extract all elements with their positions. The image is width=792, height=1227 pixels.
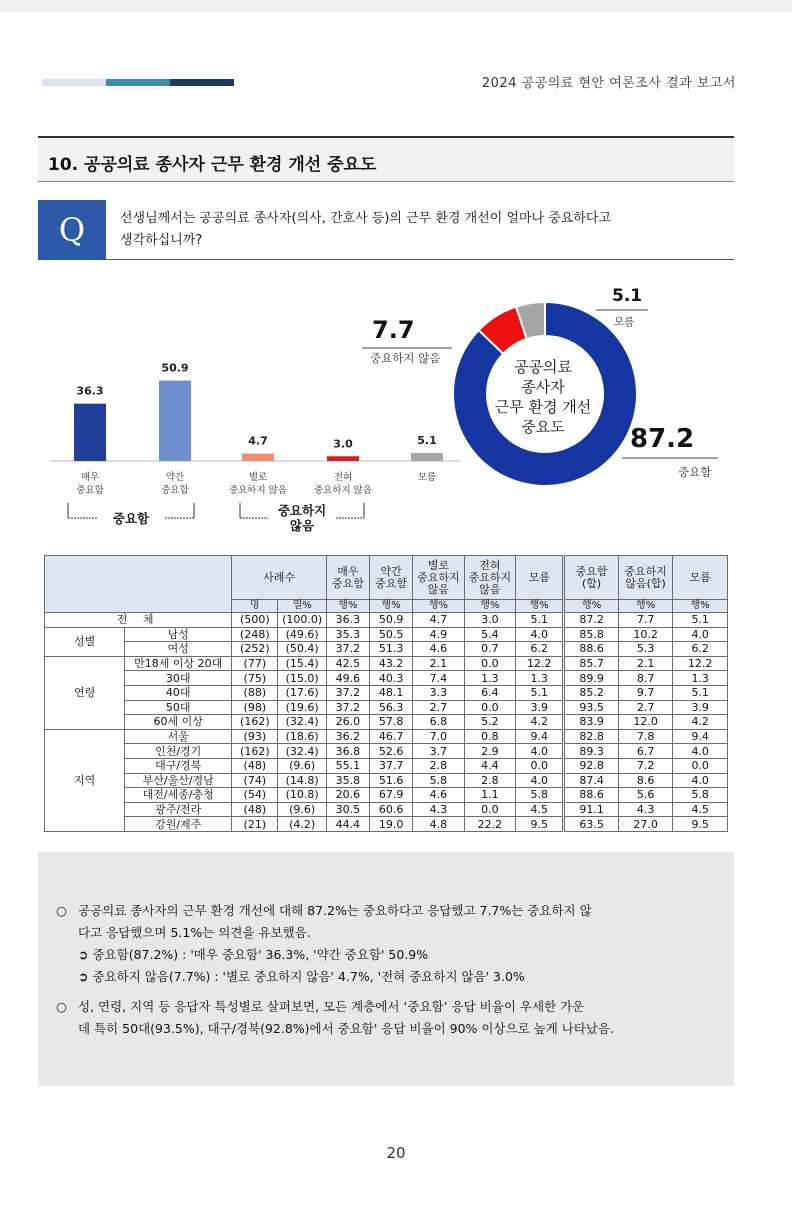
cell-value: 43.2 <box>370 656 413 671</box>
table-row <box>45 773 728 788</box>
header-decoration <box>42 79 234 86</box>
table-row <box>45 758 728 773</box>
cell-value: 5.6 <box>618 788 673 803</box>
cell-value: 12.2 <box>673 656 728 671</box>
cell-value: 1.3 <box>464 671 515 686</box>
bar-category-label-2: 중요하지 않음 <box>228 485 288 496</box>
bar-value-label-4: 5.1 <box>417 433 437 447</box>
cell-value: 4.5 <box>516 802 564 817</box>
page-number: 20 <box>386 1144 406 1162</box>
cell-value: 5.1 <box>516 685 564 700</box>
cell-value: 56.3 <box>370 700 413 715</box>
cell-n: (162) <box>232 715 278 730</box>
group-label-1: 중요하지 <box>277 503 327 518</box>
note-paragraph-2 <box>56 996 720 1040</box>
cell-n: (162) <box>232 744 278 759</box>
cell-value: 9.4 <box>516 729 564 744</box>
table-row <box>45 802 728 817</box>
unit-cell: 행% <box>618 600 673 613</box>
group-label: 지역 <box>45 729 125 831</box>
question-text <box>120 208 730 252</box>
cell-value: 3.9 <box>673 700 728 715</box>
cell-value: 4.0 <box>516 627 564 642</box>
cell-n: (48) <box>232 758 278 773</box>
cell-value: 36.8 <box>326 744 369 759</box>
donut-center-label: 근무 환경 개선 <box>494 398 592 416</box>
cell-value: 12.0 <box>618 715 673 730</box>
cell-value: 42.5 <box>326 656 369 671</box>
cell-value: 49.6 <box>326 671 369 686</box>
table-row <box>45 627 728 642</box>
cell-value: 8.6 <box>618 773 673 788</box>
cell-value: 35.8 <box>326 773 369 788</box>
note-2-line-2: 데 특히 50대(93.5%), 대구/경북(92.8%)에서 중요함' 응답 비율이 90% 이상으로 높게 나타났음. <box>78 1021 615 1036</box>
cell-value: 50.5 <box>370 627 413 642</box>
unit-cell: 명 <box>232 600 278 613</box>
row-label: 만18세 이상 20대 <box>125 656 232 671</box>
cell-value: 37.2 <box>326 700 369 715</box>
cell-value: 7.8 <box>618 729 673 744</box>
cell-value: 3.7 <box>413 744 464 759</box>
header-col-2: 별로 중요하지 않음 <box>413 556 464 600</box>
cell-value: 85.7 <box>564 656 619 671</box>
cell-value: 6.2 <box>673 642 728 657</box>
cell-value: 6.7 <box>618 744 673 759</box>
cell-value: 0.0 <box>673 758 728 773</box>
cell-value: 50.9 <box>370 613 413 628</box>
group-label: 성별 <box>45 627 125 656</box>
unit-cell: 행% <box>413 600 464 613</box>
cell-n: (75) <box>232 671 278 686</box>
cell-value: 63.5 <box>564 817 619 832</box>
cell-pct: (19.6) <box>278 700 326 715</box>
row-label: 60세 이상 <box>125 715 232 730</box>
unit-cell: 행% <box>370 600 413 613</box>
cell-pct: (32.4) <box>278 715 326 730</box>
cell-pct: (50.4) <box>278 642 326 657</box>
cell-value: 9.7 <box>618 685 673 700</box>
cell-pct: (4.2) <box>278 817 326 832</box>
cell-value: 6.4 <box>464 685 515 700</box>
cell-value: 3.0 <box>464 613 515 628</box>
cell-value: 0.0 <box>464 700 515 715</box>
table-row <box>45 788 728 803</box>
cell-value: 9.5 <box>516 817 564 832</box>
group-label: 연령 <box>45 656 125 729</box>
cell-n: (21) <box>232 817 278 832</box>
cell-n: (48) <box>232 802 278 817</box>
cell-value: 37.2 <box>326 642 369 657</box>
cell-value: 4.7 <box>413 613 464 628</box>
group-label-1: 않음 <box>289 518 315 533</box>
cell-n: (500) <box>232 613 278 628</box>
cell-pct: (17.6) <box>278 685 326 700</box>
cell-value: 1.3 <box>516 671 564 686</box>
cell-value: 87.2 <box>564 613 619 628</box>
note-2-line-1: 성, 연령, 지역 등 응답자 특성별로 살펴보면, 모든 계층에서 ‘중요함’ 응답 비율이 우세한 가운 <box>78 999 585 1014</box>
cell-value: 35.3 <box>326 627 369 642</box>
table-row <box>45 685 728 700</box>
cell-pct: (15.0) <box>278 671 326 686</box>
cell-value: 48.1 <box>370 685 413 700</box>
row-label: 대전/세종/충청 <box>125 788 232 803</box>
donut-slice-label-0: 중요함 <box>678 465 712 479</box>
bar-2 <box>242 454 274 461</box>
cell-pct: (100.0) <box>278 613 326 628</box>
arrow-icon: ➲ <box>78 947 89 962</box>
row-label: 남성 <box>125 627 232 642</box>
note-paragraph-1 <box>56 900 720 944</box>
row-label: 대구/경북 <box>125 758 232 773</box>
cell-value: 10.2 <box>618 627 673 642</box>
cell-value: 46.7 <box>370 729 413 744</box>
cell-value: 87.4 <box>564 773 619 788</box>
donut-center-label: 중요도 <box>521 418 565 436</box>
bar-3 <box>327 456 359 461</box>
cell-value: 37.7 <box>370 758 413 773</box>
cell-value: 30.5 <box>326 802 369 817</box>
row-label: 인천/경기 <box>125 744 232 759</box>
note-sub-1-text: 중요함(87.2%) : '매우 중요함' 36.3%, '약간 중요함' 50.9% <box>92 947 429 962</box>
cell-value: 4.6 <box>413 788 464 803</box>
bar-value-label-0: 36.3 <box>76 384 104 398</box>
cell-value: 0.0 <box>464 656 515 671</box>
unit-cell: 행% <box>326 600 369 613</box>
cell-value: 51.3 <box>370 642 413 657</box>
cell-value: 5.1 <box>516 613 564 628</box>
section-header <box>38 136 734 182</box>
table-row <box>45 700 728 715</box>
cell-pct: (32.4) <box>278 744 326 759</box>
cell-n: (93) <box>232 729 278 744</box>
cell-value: 51.6 <box>370 773 413 788</box>
bar-category-label-0: 중요함 <box>76 485 104 496</box>
cell-value: 26.0 <box>326 715 369 730</box>
cell-value: 36.2 <box>326 729 369 744</box>
cell-value: 5.8 <box>413 773 464 788</box>
chart-area <box>0 270 792 560</box>
cell-value: 2.1 <box>618 656 673 671</box>
note-sub-2 <box>78 966 525 988</box>
cell-value: 4.0 <box>673 773 728 788</box>
table-header-row <box>45 556 728 600</box>
cell-value: 3.3 <box>413 685 464 700</box>
table-row <box>45 817 728 832</box>
table-corner <box>45 556 232 613</box>
cell-value: 4.4 <box>464 758 515 773</box>
unit-cell: 행% <box>464 600 515 613</box>
bar-category-label-0: 매우 <box>80 472 100 483</box>
cell-pct: (15.4) <box>278 656 326 671</box>
arrow-icon: ➲ <box>78 969 89 984</box>
bar-value-label-3: 3.0 <box>333 437 353 451</box>
cell-value: 0.0 <box>464 802 515 817</box>
row-label: 서울 <box>125 729 232 744</box>
question-label: Q <box>38 200 106 260</box>
cell-value: 67.9 <box>370 788 413 803</box>
header-col-3: 전혀 중요하지 않음 <box>464 556 515 600</box>
question-box <box>38 200 734 260</box>
bar-category-label-4: 모름 <box>417 472 437 483</box>
table-row <box>45 642 728 657</box>
cell-value: 9.4 <box>673 729 728 744</box>
cell-value: 4.2 <box>673 715 728 730</box>
cell-value: 82.8 <box>564 729 619 744</box>
row-label: 부산/울산/경남 <box>125 773 232 788</box>
table-row <box>45 715 728 730</box>
cell-value: 60.6 <box>370 802 413 817</box>
cell-value: 4.3 <box>413 802 464 817</box>
cell-value: 7.4 <box>413 671 464 686</box>
row-label: 여성 <box>125 642 232 657</box>
cell-value: 37.2 <box>326 685 369 700</box>
cell-pct: (9.6) <box>278 802 326 817</box>
cell-value: 4.0 <box>516 773 564 788</box>
cell-value: 4.5 <box>673 802 728 817</box>
bar-0 <box>74 404 106 461</box>
cell-value: 44.4 <box>326 817 369 832</box>
table-row-total <box>45 613 728 628</box>
bar-category-label-1: 약간 <box>165 472 185 483</box>
header-col-6: 중요하지 않음(합) <box>618 556 673 600</box>
group-label-0: 중요함 <box>112 511 150 526</box>
section-title: 10. 공공의료 종사자 근무 환경 개선 중요도 <box>48 155 377 175</box>
bar-value-label-1: 50.9 <box>161 361 189 375</box>
cell-value: 7.0 <box>413 729 464 744</box>
header-col-1: 약간 중요함 <box>370 556 413 600</box>
cell-value: 91.1 <box>564 802 619 817</box>
cell-value: 4.6 <box>413 642 464 657</box>
cell-n: (77) <box>232 656 278 671</box>
unit-cell: 행% <box>516 600 564 613</box>
cell-value: 4.3 <box>618 802 673 817</box>
donut-value-label-0: 87.2 <box>630 424 695 454</box>
cell-value: 36.3 <box>326 613 369 628</box>
note-sub-1 <box>78 944 428 966</box>
cell-value: 5.2 <box>464 715 515 730</box>
cell-value: 88.6 <box>564 642 619 657</box>
note-sub-2-text: 중요하지 않음(7.7%) : '별로 중요하지 않음' 4.7%, '전혀 중요하지 않음' 3.0% <box>92 969 525 984</box>
summary-table <box>44 555 728 832</box>
donut-slice-label-2: 모름 <box>614 316 635 328</box>
row-label: 30대 <box>125 671 232 686</box>
cell-value: 27.0 <box>618 817 673 832</box>
donut-slice-label-1: 중요하지 않음 <box>370 351 441 365</box>
cell-value: 89.3 <box>564 744 619 759</box>
cell-n: (248) <box>232 627 278 642</box>
table-row <box>45 729 728 744</box>
cell-value: 89.9 <box>564 671 619 686</box>
notes-box <box>38 852 734 1086</box>
cell-pct: (10.8) <box>278 788 326 803</box>
cell-value: 12.2 <box>516 656 564 671</box>
table-row <box>45 656 728 671</box>
cell-n: (252) <box>232 642 278 657</box>
cell-value: 4.9 <box>413 627 464 642</box>
header-sample: 사례수 <box>232 556 327 600</box>
cell-value: 40.3 <box>370 671 413 686</box>
unit-cell: 열% <box>278 600 326 613</box>
cell-pct: (14.8) <box>278 773 326 788</box>
cell-value: 4.0 <box>673 744 728 759</box>
header-col-5: 중요함 (합) <box>564 556 619 600</box>
cell-value: 1.3 <box>673 671 728 686</box>
table-row <box>45 671 728 686</box>
cell-value: 20.6 <box>326 788 369 803</box>
bar-value-label-2: 4.7 <box>248 434 268 448</box>
donut-center-label: 종사자 <box>521 378 565 396</box>
cell-value: 5.4 <box>464 627 515 642</box>
cell-value: 22.2 <box>464 817 515 832</box>
cell-value: 5.1 <box>673 685 728 700</box>
cell-value: 2.9 <box>464 744 515 759</box>
cell-value: 88.6 <box>564 788 619 803</box>
cell-value: 0.7 <box>464 642 515 657</box>
top-strip <box>0 0 792 12</box>
cell-value: 7.2 <box>618 758 673 773</box>
bar-4 <box>411 453 443 461</box>
cell-n: (98) <box>232 700 278 715</box>
cell-value: 4.0 <box>516 744 564 759</box>
cell-value: 2.1 <box>413 656 464 671</box>
cell-value: 4.2 <box>516 715 564 730</box>
cell-value: 2.7 <box>618 700 673 715</box>
cell-n: (88) <box>232 685 278 700</box>
cell-value: 19.0 <box>370 817 413 832</box>
row-label: 광주/전라 <box>125 802 232 817</box>
cell-value: 55.1 <box>326 758 369 773</box>
report-title: 2024 공공의료 현안 여론조사 결과 보고서 <box>481 76 736 91</box>
cell-value: 2.8 <box>464 773 515 788</box>
cell-value: 4.8 <box>413 817 464 832</box>
cell-value: 5.8 <box>673 788 728 803</box>
cell-value: 52.6 <box>370 744 413 759</box>
cell-value: 5.8 <box>516 788 564 803</box>
bullet-icon: ○ <box>56 999 67 1014</box>
header-col-4: 모름 <box>516 556 564 600</box>
cell-pct: (9.6) <box>278 758 326 773</box>
cell-value: 93.5 <box>564 700 619 715</box>
cell-value: 83.9 <box>564 715 619 730</box>
cell-pct: (18.6) <box>278 729 326 744</box>
cell-value: 9.5 <box>673 817 728 832</box>
cell-value: 1.1 <box>464 788 515 803</box>
cell-value: 0.8 <box>464 729 515 744</box>
cell-value: 2.7 <box>413 700 464 715</box>
cell-n: (74) <box>232 773 278 788</box>
header-col-0: 매우 중요함 <box>326 556 369 600</box>
cell-n: (54) <box>232 788 278 803</box>
unit-cell: 행% <box>564 600 619 613</box>
row-label: 강원/제주 <box>125 817 232 832</box>
unit-cell: 행% <box>673 600 728 613</box>
bar-category-label-2: 별로 <box>248 472 268 483</box>
question-line-1: 선생님께서는 공공의료 종사자(의사, 간호사 등)의 근무 환경 개선이 얼마나 중요하다고 <box>120 211 611 226</box>
cell-value: 0.0 <box>516 758 564 773</box>
row-label: 40대 <box>125 685 232 700</box>
cell-value: 6.2 <box>516 642 564 657</box>
note-1-line-1: 공공의료 종사자의 근무 환경 개선에 대해 87.2%는 중요하다고 응답했고 7.7%는 중요하지 않 <box>78 903 592 918</box>
cell-value: 6.8 <box>413 715 464 730</box>
cell-value: 4.0 <box>673 627 728 642</box>
donut-value-label-2: 5.1 <box>612 286 643 306</box>
bar-category-label-3: 전혀 <box>333 472 353 483</box>
row-label-total: 전 체 <box>45 613 232 628</box>
cell-value: 85.2 <box>564 685 619 700</box>
question-line-2: 생각하십니까? <box>120 233 203 248</box>
bar-category-label-3: 중요하지 않음 <box>313 485 373 496</box>
cell-value: 7.7 <box>618 613 673 628</box>
cell-value: 5.3 <box>618 642 673 657</box>
bullet-icon: ○ <box>56 903 67 918</box>
cell-value: 8.7 <box>618 671 673 686</box>
cell-value: 3.9 <box>516 700 564 715</box>
row-label: 50대 <box>125 700 232 715</box>
note-1-line-2: 다고 응답했으며 5.1%는 의견을 유보했음. <box>78 925 311 940</box>
donut-value-label-1: 7.7 <box>372 316 415 344</box>
cell-value: 85.8 <box>564 627 619 642</box>
cell-pct: (49.6) <box>278 627 326 642</box>
bar-category-label-1: 중요함 <box>161 485 189 496</box>
cell-value: 92.8 <box>564 758 619 773</box>
table-row <box>45 744 728 759</box>
cell-value: 2.8 <box>413 758 464 773</box>
cell-value: 5.1 <box>673 613 728 628</box>
donut-center-label: 공공의료 <box>514 358 572 376</box>
header-col-7: 모름 <box>673 556 728 600</box>
cell-value: 57.8 <box>370 715 413 730</box>
bar-1 <box>159 381 191 461</box>
